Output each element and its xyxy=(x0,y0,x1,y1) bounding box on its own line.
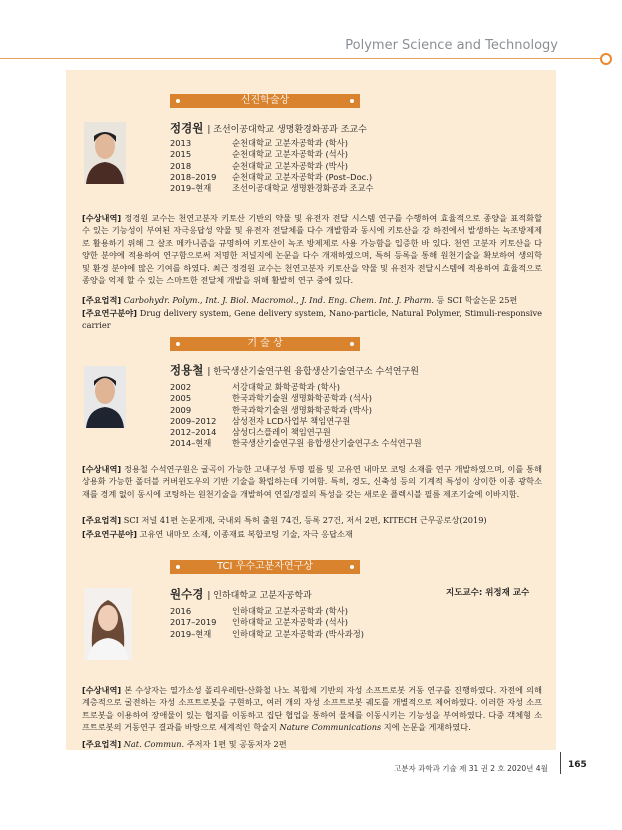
career-year: 2019–현재 xyxy=(170,183,212,194)
header-rule xyxy=(0,58,608,59)
career-row xyxy=(170,629,364,640)
career-year: 2012–2014 xyxy=(170,427,217,438)
header-circle-icon xyxy=(600,53,612,65)
career-year: 2018 xyxy=(170,160,192,171)
career-text: 순천대학교 고분자공학과 (Post–Doc.) xyxy=(232,171,373,182)
career-year: 2005 xyxy=(170,393,192,404)
career-text: 순천대학교 고분자공학과 (박사) xyxy=(232,160,348,171)
career-row xyxy=(170,405,422,416)
career-row xyxy=(170,138,374,149)
career-year: 2015 xyxy=(170,149,192,160)
research-field-line: [주요연구분야] 고유연 내마모 소재, 이종재료 복합코팅 기술, 자극 응답소재 xyxy=(82,529,353,539)
achievements-line: [주요업적] Carbohydr. Polym., Int. J. Biol. Macromol., J. Ind. Eng. Chem. Int. J. Pharm. 등 SCI 학술논문 25편 xyxy=(82,295,518,305)
career-row xyxy=(170,427,422,438)
portrait-photo xyxy=(84,588,132,660)
career-year: 2017–2019 xyxy=(170,617,217,628)
career-text: 삼성전자 LCD사업부 책임연구원 xyxy=(232,415,351,426)
achievements-line: [주요업적] Nat. Commun. 주저자 1편 및 공동저자 2편 xyxy=(82,739,287,749)
person-name: 정경원 | 조선이공대학교 생명환경화공과 조교수 xyxy=(170,121,367,135)
career-text: 한국과학기술원 생명화학공학과 (박사) xyxy=(232,404,372,415)
research-field-line: [주요연구분야] Drug delivery system, Gene delivery system, Nano-particle, Natural Polymer, Stimuli-responsive carrier xyxy=(82,308,542,331)
page-number: 165 xyxy=(568,760,587,770)
career-year: 2009–2012 xyxy=(170,415,217,426)
career-text: 순천대학교 고분자공학과 (석사) xyxy=(232,149,348,160)
portrait-photo xyxy=(84,122,126,184)
career-year: 2002 xyxy=(170,382,192,392)
career-row xyxy=(170,161,374,172)
achievements-line: [주요업적] SCI 저널 41편 논문게재, 국내외 특허 출원 74건, 등록 27건, 저서 2편, KITECH 근무공로상(2019) xyxy=(82,515,487,525)
career-text: 순천대학교 고분자공학과 (학사) xyxy=(232,138,348,148)
career-text: 인하대학교 고분자공학과 (석사) xyxy=(232,617,348,628)
career-text: 조선이공대학교 생명환경화공과 조교수 xyxy=(232,183,374,194)
career-year: 2016 xyxy=(170,606,192,616)
career-year: 2009 xyxy=(170,404,192,415)
career-text: 한국생산기술연구원 융합생산기술연구소 수석연구원 xyxy=(232,438,422,449)
career-row xyxy=(170,172,374,183)
career-row xyxy=(170,617,364,628)
career-text: 한국과학기술원 생명화학공학과 (석사) xyxy=(232,393,372,404)
career-row xyxy=(170,416,422,427)
award-paragraph: [수상내역] 정용철 수석연구원은 굴곡이 가능한 고내구성 투명 필름 및 고유연 내마모 코팅 소재를 연구 개발하였으며, 이를 통해 상용화 가능한 폴더블 커버윈도우의 기반 기술을 확립하는데 기여함. 특히, 경도, 신축성 등의 기계적 특성이 상이한 이종 광학소재를 경계 없이 동시에 코팅하는 원천기술을 개발하여 연질/경질의 특성을 갖는 새로운 플렉시블 필름 제조기술에 이바지함. xyxy=(82,464,542,499)
award-paragraph: [수상내역] 본 수상자는 열가소성 폴리우레탄-산화철 나노 복합체 기반의 자성 소프트로봇 거동 연구를 진행하였다. 자전에 의해 계층적으로 굴전하는 자성 소프트로봇을 구현하고, 여러 개의 자성 소프트로봇 궤도를 개별적으로 제어하였다. 이러한 자성 소프트로봇을 이용하여 장애물이 있는 협지를 이동하고 집단 협업을 통하여 물체를 이동시키는 기능성을 부여하였다. 다중 객체형 소프트로봇의 거동연구 결과를 바탕으로 세계적인 학술지 Nature Communications 지에 논문을 게재하였다. xyxy=(82,685,542,733)
career-row xyxy=(170,183,374,194)
section-title-tech-award: 기 술 상 xyxy=(170,337,360,351)
career-list xyxy=(170,606,364,640)
career-year: 2014–현재 xyxy=(170,438,212,449)
journal-header-title: Polymer Science and Technology xyxy=(345,38,558,53)
career-list xyxy=(170,382,422,450)
career-row xyxy=(170,438,422,449)
footer-journal: 고분자 과학과 기술 제 31 권 2 호 2020년 4월 xyxy=(394,764,548,773)
section-title-tci-award: TCI 우수고분자연구상 xyxy=(170,560,360,574)
person-name: 정용철 | 한국생산기술연구원 융합생산기술연구소 수석연구원 xyxy=(170,363,419,377)
advisor-label: 지도교수: 위정재 교수 xyxy=(446,588,530,598)
section-title-young-scholar: 신진학술상 xyxy=(170,94,360,108)
career-year: 2019–현재 xyxy=(170,628,212,639)
career-year: 2018–2019 xyxy=(170,171,217,182)
career-text: 인하대학교 고분자공학과 (학사) xyxy=(232,606,348,616)
person-name: 원수경 | 인하대학교 고분자공학과 xyxy=(170,587,312,601)
career-row xyxy=(170,382,422,393)
career-row xyxy=(170,393,422,404)
career-text: 서강대학교 화학공학과 (학사) xyxy=(232,382,340,392)
career-row xyxy=(170,606,364,617)
award-paragraph: [수상내역] 정경원 교수는 천연고분자 키토산 기반의 약물 및 유전자 전달 시스템 연구를 수행하여 효율적으로 종양을 표적화할 수 있는 기능성이 부여된 자극응답성 약물 및 유전자 전달체를 다수 개발함과 동시에 키토산을 강 하전에서 발생하는 녹조방제제로 활용하기 위해 그 살조 메카니즘을 규명하여 키토산이 녹조 방제제로 사용 가능함을 입증한 바 있다. 천연 고분자 키토산을 다양한 분야에 적용하여 연구함으로써 저명한 저널지에 논문을 다수 개재하였으며, 특허 등록을 통해 원천기술을 확보하여 생의학 및 환경 분야에 많은 기여를 하였다. 최근 정경원 교수는 천연고분자 키토산을 약물 및 유전자 전달시스템에 적용하여 효율적으로 종양을 억제 할 수 있는 스마트한 전달체 개발을 위해 활발히 연구 중에 있다. xyxy=(82,213,542,286)
career-text: 인하대학교 고분자공학과 (박사과정) xyxy=(232,628,364,639)
career-list xyxy=(170,138,374,194)
footer-divider xyxy=(560,752,561,774)
career-text: 삼성디스플레이 책임연구원 xyxy=(232,427,331,438)
career-row xyxy=(170,149,374,160)
career-year: 2013 xyxy=(170,138,192,148)
portrait-photo xyxy=(84,366,126,428)
